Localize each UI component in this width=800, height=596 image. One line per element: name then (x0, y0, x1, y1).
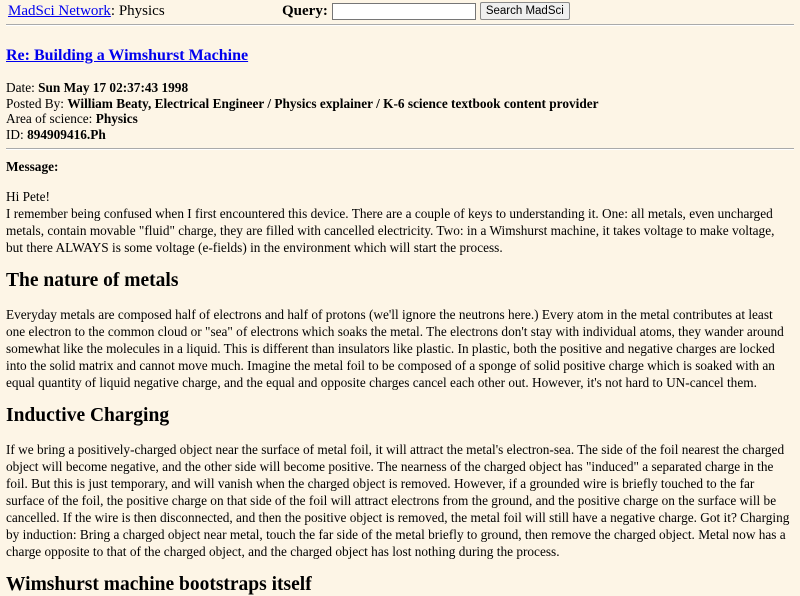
message-label: Message: (6, 159, 59, 174)
post-date (6, 80, 800, 96)
posted-by-value: William Beaty, Electrical Engineer / Physics explainer / K-6 science textbook content provider (67, 95, 599, 111)
query-label: Query: (282, 2, 328, 19)
query-input[interactable] (332, 3, 476, 20)
madsci-network-link[interactable]: MadSci Network (8, 3, 111, 19)
id-value: 894909416.Ph (27, 126, 106, 142)
search-form (282, 2, 570, 20)
site-section-label: : Physics (110, 3, 165, 19)
section-heading-inductive: Inductive Charging (6, 405, 170, 426)
search-button[interactable]: Search MadSci (480, 2, 570, 20)
section-heading-bootstrap: Wimshurst machine bootstraps itself (6, 574, 312, 595)
post-area (6, 111, 800, 127)
post-id (6, 127, 800, 143)
site-nav (8, 3, 165, 20)
date-value: Sun May 17 02:37:43 1998 (38, 80, 189, 95)
post-meta (6, 80, 800, 142)
divider-top (6, 24, 794, 26)
id-label: ID: (6, 126, 24, 142)
section-text-metals: Everyday metals are composed half of electrons and half of protons (we'll ignore the neutrons here.) Every atom in the metal contributes at least one electron to the common cloud or "sea" of electrons which soaks the metal. The electrons don't stay with individual atoms, they wander around somewhat like the molecules in a liquid. This is different than insulators like plastic. In plastic, both the positive and negative charges are locked into the solid matrix and cannot move much. Imagine the metal foil to be composed of a sponge of solid positive charge which is soaked with an equal quantity of liquid negative charge, and the equal and opposite charges cancel each other out. However, it's not hard to UN-cancel them. (6, 307, 784, 390)
post-author (6, 96, 800, 112)
post-title-link[interactable]: Re: Building a Wimshurst Machine (6, 47, 249, 64)
message-body (6, 188, 793, 596)
area-label: Area of science: (6, 111, 93, 126)
section-text-inductive: If we bring a positively-charged object near the surface of metal foil, it will attract the metal's electron-sea. The side of the foil nearest the charged object will become negative, and the other side will become positive. The nearness of the charged object has "induced" a separated charge in the foil. But this is just temporary, and will vanish when the charged object is removed. However, if a grounded wire is briefly touched to the far surface of the foil, the positive charge on that side of the foil will attract electrons from the ground, and the positive charge on the surface will be cancelled. If the wire is then disconnected, and then the positive object is removed, the metal foil will still have a negative charge. Got it? Charging by induction: Bring a charged object near metal, touch the far side of the metal briefly to ground, then remove the charged object. Metal now has a charge opposite to that of the charged object, and the charged object has lost nothing during the process. (6, 442, 790, 559)
area-value: Physics (95, 111, 138, 126)
message-greeting: Hi Pete! (6, 189, 50, 204)
posted-by-label: Posted By: (6, 95, 64, 111)
top-bar (0, 0, 800, 24)
post-title (6, 47, 800, 64)
message-intro: I remember being confused when I first encountered this device. There are a couple of keys to understanding it. One: all metals, even uncharged metals, contain movable "fluid" charge, they are filled with cancelled electricity. Two: in a Wimshurst machine, it takes voltage to make voltage, but there ALWAYS is some voltage (e-fields) in the environment which will start the process. (6, 206, 775, 255)
divider-message (6, 148, 794, 150)
section-heading-metals: The nature of metals (6, 270, 179, 291)
date-label: Date: (6, 80, 35, 95)
